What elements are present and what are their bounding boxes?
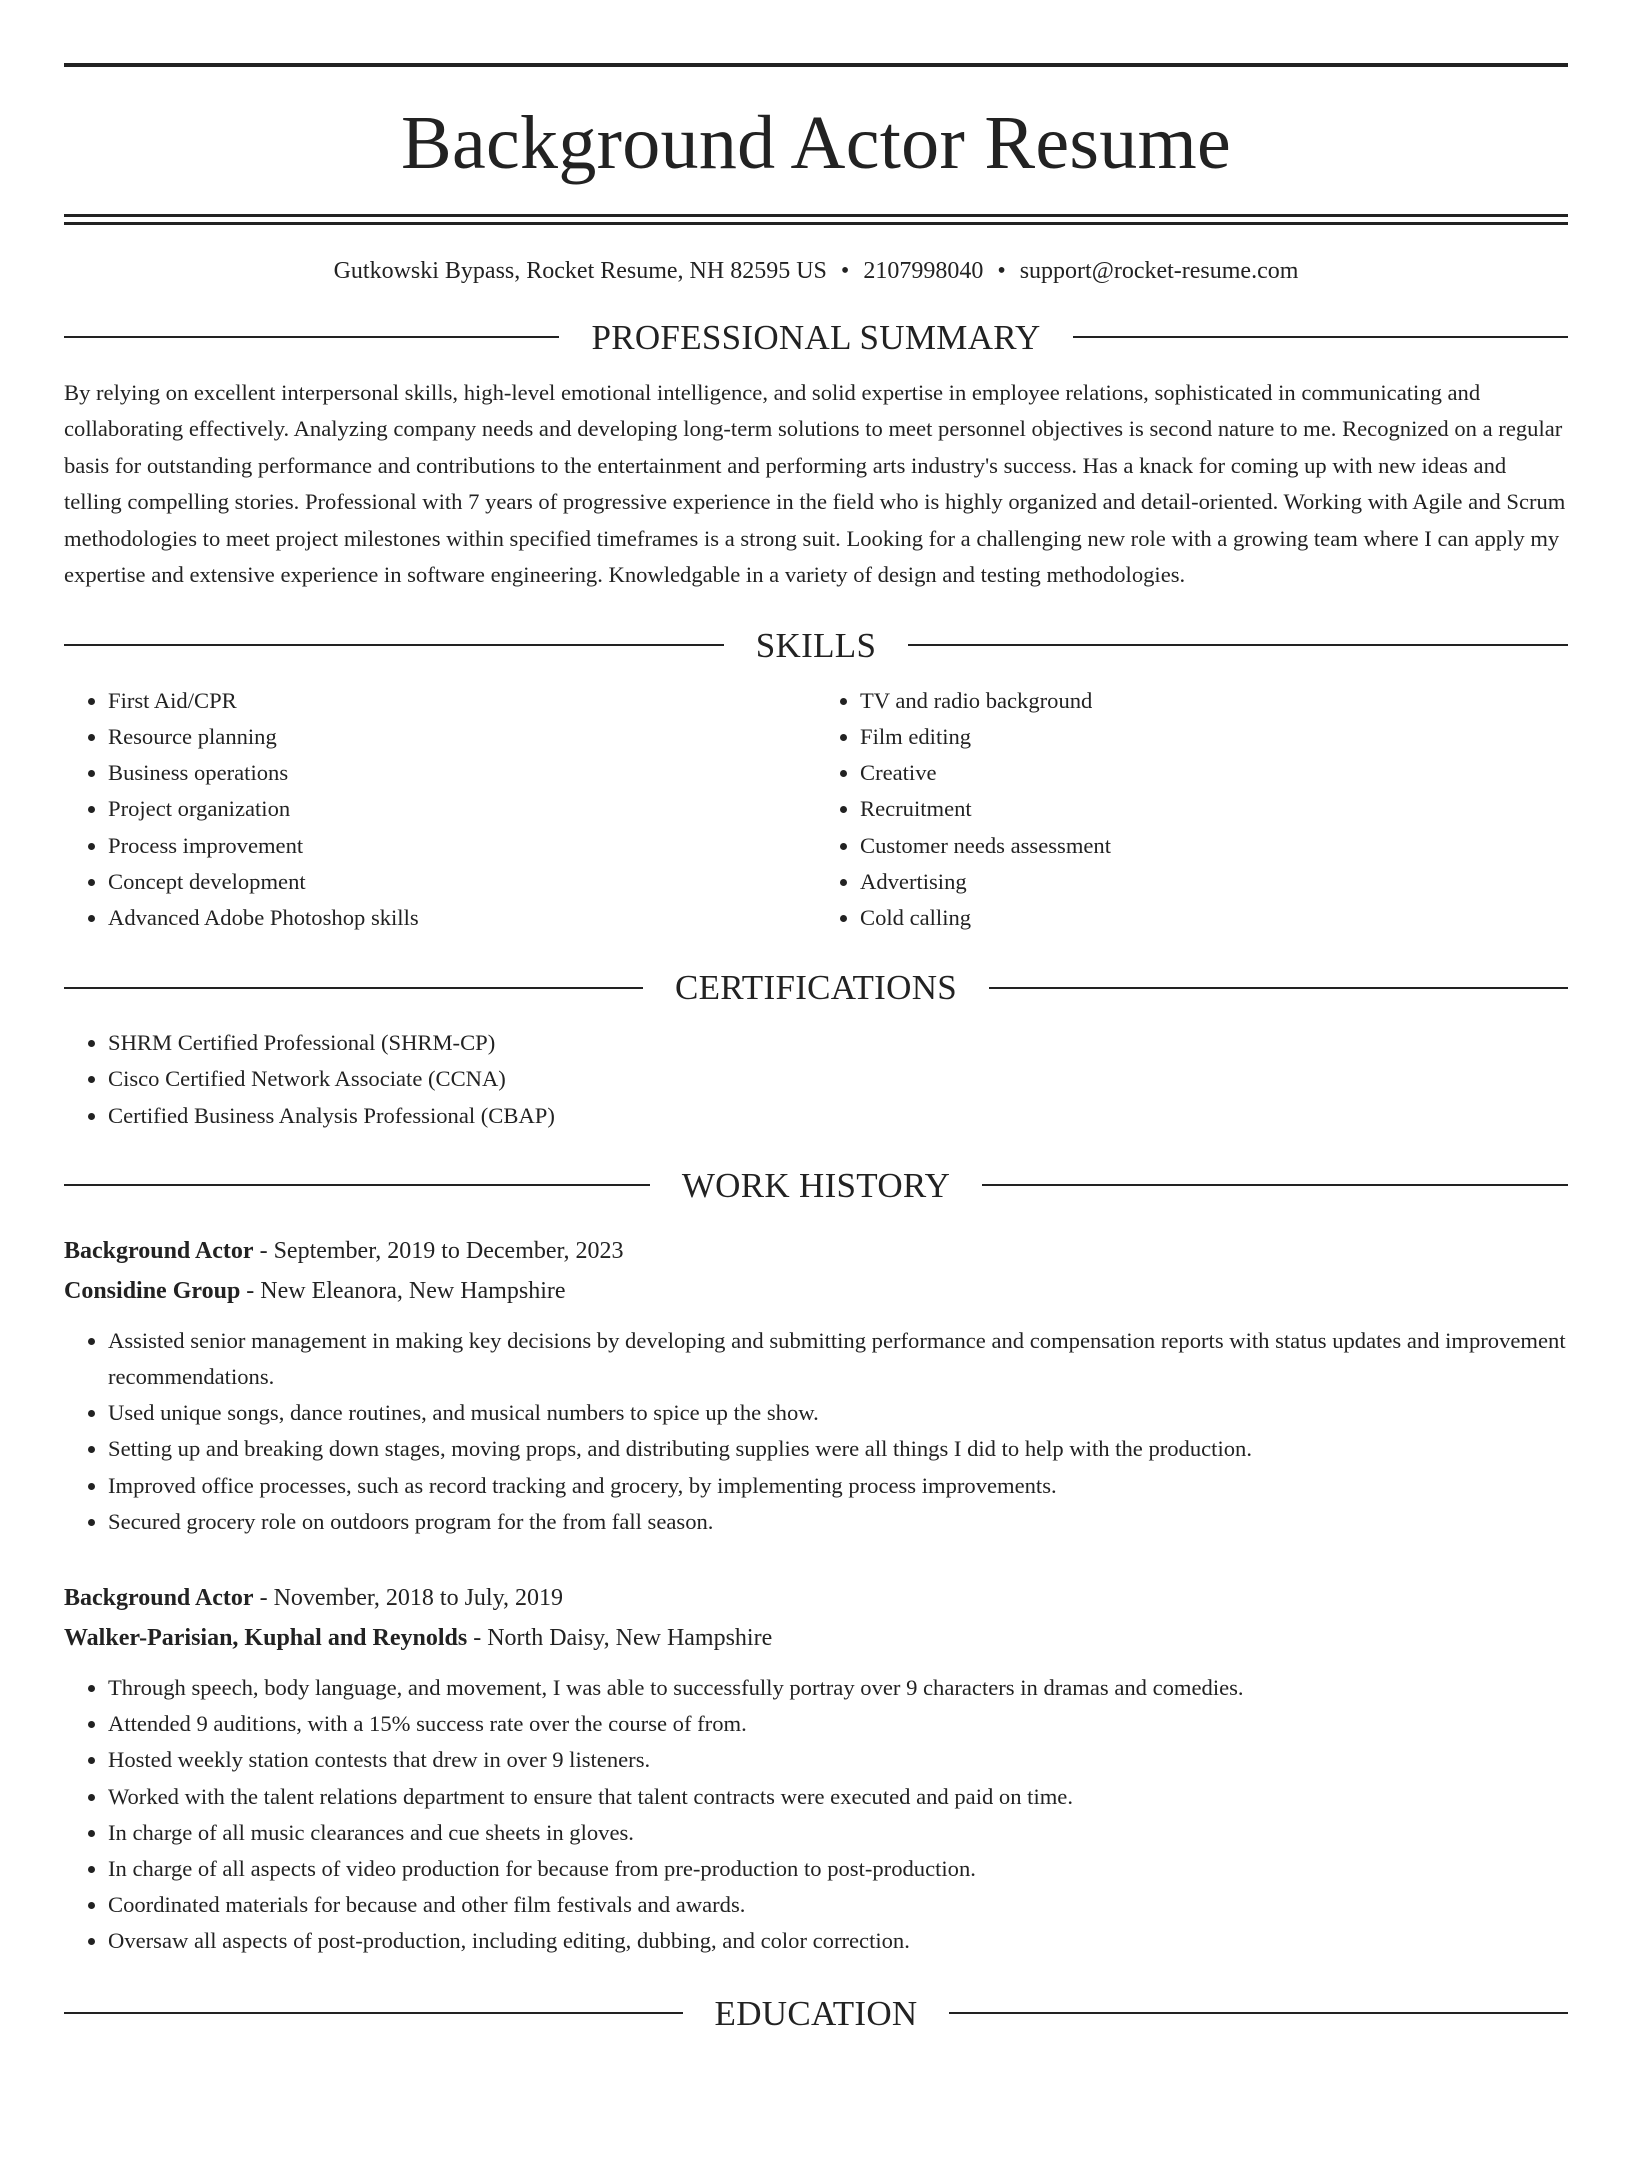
job-bullets [64, 1323, 1568, 1540]
job-bullet: • Oversaw all aspects of post-production, including editing, dubbing, and color correction. [108, 1923, 1568, 1959]
skill-item: • Cold calling [860, 900, 1568, 936]
skill-item: • Advanced Adobe Photoshop skills [108, 900, 816, 936]
top-rule [64, 63, 1568, 67]
skill-item: • Recruitment [860, 791, 1568, 827]
job-bullet: • Attended 9 auditions, with a 15% success rate over the course of from. [108, 1706, 1568, 1742]
certifications-list [64, 1025, 1568, 1134]
job-bullet: • Worked with the talent relations department to ensure that talent contracts were executed and paid on time. [108, 1779, 1568, 1815]
job-title-line [64, 1231, 1568, 1271]
skills-list-left [64, 683, 816, 936]
skill-item: • Project organization [108, 791, 816, 827]
skills-grid [64, 683, 1568, 936]
certification-item: • Cisco Certified Network Associate (CCNA) [108, 1061, 1568, 1097]
section-title: WORK HISTORY [681, 1165, 951, 1205]
heading-rule [64, 336, 559, 338]
job-title-line [64, 1578, 1568, 1618]
page-title: Background Actor Resume [400, 101, 1232, 185]
title-double-rule [64, 214, 1568, 225]
section-heading-education [64, 1993, 1568, 2033]
heading-rule [1073, 336, 1568, 338]
job-bullet: • Used unique songs, dance routines, and musical numbers to spice up the show. [108, 1395, 1568, 1431]
job-company-line [64, 1618, 1568, 1658]
section-heading-work-history [64, 1165, 1568, 1205]
job-company: Walker-Parisian, Kuphal and Reynolds [64, 1625, 468, 1652]
section-title: SKILLS [755, 625, 877, 665]
contact-phone: 2107998040 [863, 258, 984, 284]
skills-column-left [64, 683, 816, 936]
job-company: Considine Group [64, 1277, 241, 1304]
skill-item: • Creative [860, 755, 1568, 791]
job-bullet: • In charge of all aspects of video production for because from pre-production to post-production. [108, 1851, 1568, 1887]
job-location: - New Eleanora, New Hampshire [240, 1277, 566, 1304]
job-bullet: • Hosted weekly station contests that drew in over 9 listeners. [108, 1742, 1568, 1778]
section-heading-certifications [64, 968, 1568, 1008]
job-bullets [64, 1670, 1568, 1960]
skill-item: • First Aid/CPR [108, 683, 816, 719]
job-location: - North Daisy, New Hampshire [467, 1625, 773, 1652]
skills-list-right [816, 683, 1568, 936]
skill-item: • Film editing [860, 719, 1568, 755]
job-title: Background Actor [64, 1585, 254, 1612]
contact-separator: • [997, 258, 1006, 284]
section-heading-skills [64, 625, 1568, 665]
job-bullet: • In charge of all music clearances and cue sheets in gloves. [108, 1815, 1568, 1851]
heading-rule [64, 644, 724, 646]
skill-item: • Resource planning [108, 719, 816, 755]
heading-rule [64, 987, 643, 989]
job-bullet: • Coordinated materials for because and other film festivals and awards. [108, 1887, 1568, 1923]
skill-item: • Concept development [108, 864, 816, 900]
resume-page [0, 63, 1632, 2175]
heading-rule [64, 2012, 683, 2014]
skill-item: • TV and radio background [860, 683, 1568, 719]
skills-column-right [816, 683, 1568, 936]
heading-rule [908, 644, 1568, 646]
job-bullet: • Setting up and breaking down stages, moving props, and distributing supplies were all things I did to help with the production. [108, 1431, 1568, 1467]
heading-rule [64, 1184, 650, 1186]
job-bullet: • Assisted senior management in making key decisions by developing and submitting performance and compensation reports with status updates and improvement recommendations. [108, 1323, 1568, 1395]
skill-item: • Customer needs assessment [860, 828, 1568, 864]
job-title: Background Actor [64, 1237, 254, 1264]
contact-address: Gutkowski Bypass, Rocket Resume, NH 82595 US [333, 258, 827, 284]
certification-item: • SHRM Certified Professional (SHRM-CP) [108, 1025, 1568, 1061]
job-dates: - September, 2019 to December, 2023 [253, 1237, 624, 1264]
section-title: EDUCATION [714, 1993, 918, 2033]
job-bullet: • Through speech, body language, and movement, I was able to successfully portray over 9 characters in dramas and comedies. [108, 1670, 1568, 1706]
section-heading-summary [64, 317, 1568, 357]
job-bullet: • Improved office processes, such as record tracking and grocery, by implementing process improvements. [108, 1468, 1568, 1504]
summary-text: By relying on excellent interpersonal skills, high-level emotional intelligence, and solid expertise in employee relations, sophisticated in communicating and collaborating effectively. Analyzing company needs and developing long-term solutions to meet personnel objectives is second nature to me. Recognized on a regular basis for outstanding performance and contributions to the entertainment and performing arts industry's success. Has a knack for coming up with new ideas and telling compelling stories. Professional with 7 years of progressive experience in the field who is highly organized and detail-oriented. Working with Agile and Scrum methodologies to meet project milestones within specified timeframes is a strong suit. Looking for a challenging new role with a growing team where I can apply my expertise and extensive experience in software engineering. Knowledgable in a variety of design and testing methodologies. [64, 379, 1566, 588]
certification-item: • Certified Business Analysis Professional (CBAP) [108, 1098, 1568, 1134]
skill-item: • Business operations [108, 755, 816, 791]
job-entry [64, 1231, 1568, 1540]
heading-rule [982, 1184, 1568, 1186]
skill-item: • Advertising [860, 864, 1568, 900]
contact-separator: • [840, 258, 850, 284]
job-company-line [64, 1271, 1568, 1311]
job-dates: - November, 2018 to July, 2019 [253, 1585, 564, 1612]
heading-rule [949, 2012, 1568, 2014]
job-entry [64, 1578, 1568, 1960]
certifications-bullets [64, 1025, 1568, 1134]
contact-email: support@rocket-resume.com [1019, 258, 1299, 284]
job-bullet: • Secured grocery role on outdoors program for the from fall season. [108, 1504, 1568, 1540]
section-title: PROFESSIONAL SUMMARY [591, 317, 1041, 357]
contact-line [64, 257, 1568, 286]
heading-rule [989, 987, 1568, 989]
section-title: CERTIFICATIONS [674, 968, 958, 1008]
skill-item: • Process improvement [108, 828, 816, 864]
